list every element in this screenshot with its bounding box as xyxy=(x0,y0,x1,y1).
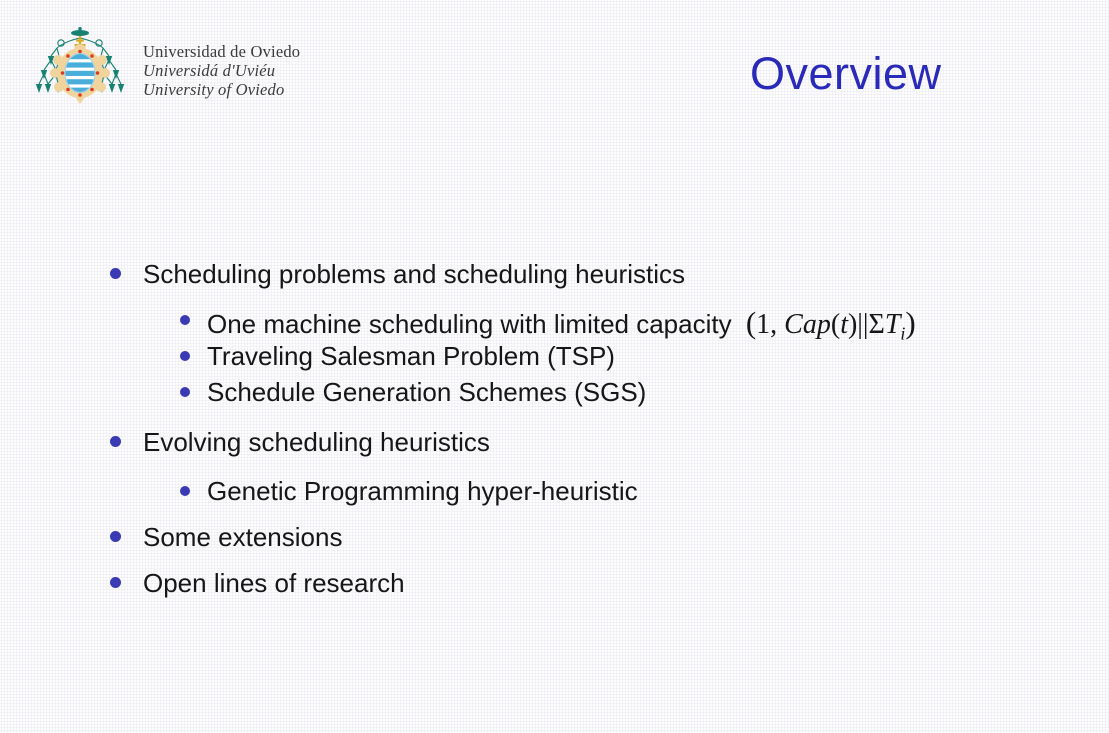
institution-line-ast: Universidá d'Uviéu xyxy=(143,61,276,80)
bullet-label: Some extensions xyxy=(143,522,343,552)
bullet-item xyxy=(207,305,916,344)
bullet-item xyxy=(207,341,615,372)
institution-line-es: Universidad de Oviedo xyxy=(143,42,301,61)
bullet-icon xyxy=(110,436,121,447)
bullet-icon xyxy=(180,486,190,496)
bullet-icon xyxy=(110,531,121,542)
bullet-icon xyxy=(110,577,121,588)
institution-name xyxy=(143,42,300,99)
bullet-item xyxy=(143,522,342,553)
bullet-icon xyxy=(110,268,121,279)
bullet-label: Traveling Salesman Problem (TSP) xyxy=(207,341,615,371)
bullet-icon xyxy=(180,315,190,325)
bullet-item xyxy=(207,476,638,507)
bullet-item xyxy=(143,259,685,290)
university-crest-icon xyxy=(34,26,126,104)
university-logo xyxy=(34,26,126,104)
bullet-item xyxy=(143,427,490,458)
bullet-icon xyxy=(180,351,190,361)
bullet-label: One machine scheduling with limited capacity xyxy=(207,309,732,339)
bullet-item xyxy=(207,377,646,408)
bullet-label: Evolving scheduling heuristics xyxy=(143,427,490,457)
bullet-icon xyxy=(180,387,190,397)
bullet-label: Open lines of research xyxy=(143,568,405,598)
bullet-label: Genetic Programming hyper-heuristic xyxy=(207,476,638,506)
bullet-item xyxy=(143,568,405,599)
bullet-label: Scheduling problems and scheduling heuristics xyxy=(143,259,685,289)
institution-line-en: University of Oviedo xyxy=(143,80,285,99)
bullet-label: Schedule Generation Schemes (SGS) xyxy=(207,377,647,407)
page-title: Overview xyxy=(750,48,942,99)
math-formula: (1, $Cap(t)||\Sigma T_i$) xyxy=(745,305,916,344)
